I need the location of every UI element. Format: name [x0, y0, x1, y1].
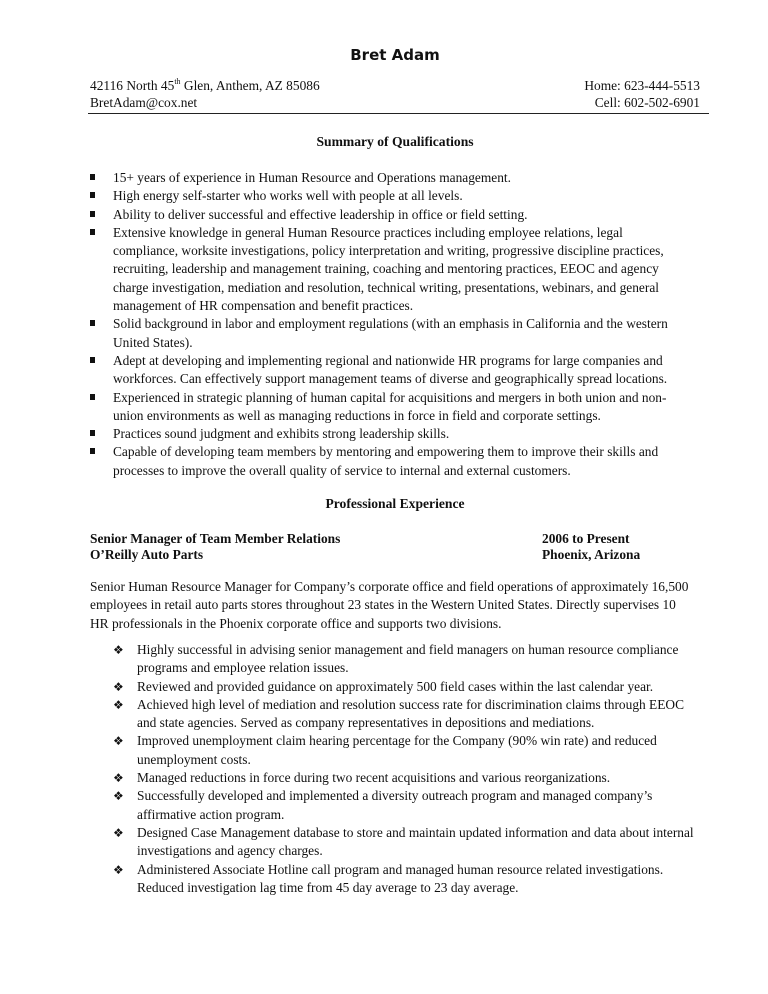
diamond-bullet-icon: ❖ [113, 734, 124, 749]
square-bullet-icon [90, 320, 95, 326]
summary-item-text: Ability to deliver successful and effective leadership in office or field setting. [113, 206, 528, 222]
square-bullet-icon [90, 394, 95, 400]
achievement-text: Reviewed and provided guidance on approximately 500 field cases within the last calendar year. [137, 678, 654, 694]
square-bullet-icon [90, 448, 95, 454]
summary-item-text: 15+ years of experience in Human Resource and Operations management. [113, 170, 511, 185]
achievement-item [113, 641, 703, 678]
contact-row-email [90, 94, 700, 112]
summary-list [90, 169, 690, 480]
cell-phone: Cell: 602-502-6901 [594, 95, 700, 110]
achievement-item [113, 824, 703, 861]
summary-item-text: High energy self-starter who works well with people at all levels. [113, 188, 463, 204]
square-bullet-icon [90, 192, 95, 198]
summary-item [90, 224, 690, 315]
summary-item-text: Capable of developing team members by mentoring and empowering them to improve their skills and processes to improve the overall quality of service to internal and external customers. [113, 444, 659, 478]
summary-item [90, 425, 690, 443]
experience-title: Professional Experience [325, 496, 465, 511]
summary-item [90, 187, 690, 205]
home-phone: Home: 623-444-5513 [584, 78, 700, 93]
diamond-bullet-icon: ❖ [113, 789, 124, 804]
diamond-bullet-icon: ❖ [113, 679, 124, 694]
job-location: Phoenix, Arizona [542, 547, 641, 562]
diamond-bullet-icon: ❖ [113, 771, 124, 786]
address: 42116 North 45th Glen, Anthem, AZ 85086 [90, 76, 320, 93]
square-bullet-icon [90, 430, 95, 436]
job-dates: 2006 to Present [542, 531, 630, 546]
achievement-text: Highly successful in advising senior management and field managers on human resource compliance programs and employee relation issues. [137, 642, 679, 676]
summary-item-text: Adept at developing and implementing regional and nationwide HR programs for large companies and workforces. Can effectively support management teams of diverse and geographically spread locations. [113, 352, 668, 387]
summary-item [90, 169, 690, 187]
achievement-item [113, 696, 703, 733]
achievement-item [113, 769, 703, 787]
achievement-text: Administered Associate Hotline call program and managed human resource related investigations. Reduced investigation lag time from 45 day average to 23 day average. [137, 861, 664, 895]
square-bullet-icon [90, 229, 95, 235]
achievement-item [113, 678, 703, 696]
summary-item [90, 443, 690, 480]
diamond-bullet-icon: ❖ [113, 825, 124, 840]
square-bullet-icon [90, 211, 95, 217]
achievement-text: Designed Case Management database to store and maintain updated information and data about internal investigations and agency charges. [137, 824, 694, 859]
company-name: O’Reilly Auto Parts [90, 547, 204, 562]
achievement-list [113, 641, 703, 897]
summary-title: Summary of Qualifications [316, 134, 474, 149]
summary-item [90, 315, 690, 352]
achievement-item [113, 787, 703, 824]
achievement-item [113, 732, 703, 769]
diamond-bullet-icon: ❖ [113, 862, 124, 877]
diamond-bullet-icon: ❖ [113, 697, 124, 712]
achievement-text: Successfully developed and implemented a diversity outreach program and managed company’s affirmative action program. [137, 788, 653, 822]
diamond-bullet-icon: ❖ [113, 643, 124, 657]
header-divider [88, 113, 709, 114]
summary-item [90, 206, 690, 224]
square-bullet-icon [90, 174, 95, 180]
achievement-text: Improved unemployment claim hearing percentage for the Company (90% win rate) and reduced unemployment costs. [137, 733, 657, 767]
summary-item [90, 389, 690, 426]
company-row [90, 546, 650, 564]
candidate-name: Bret Adam [350, 46, 440, 64]
summary-item-text: Solid background in labor and employment regulations (with an emphasis in California and the western United States). [113, 316, 668, 350]
email: BretAdam@cox.net [90, 95, 198, 110]
achievement-item [113, 861, 703, 898]
job-description: Senior Human Resource Manager for Company’s corporate office and field operations of approximately 16,500 employees in retail auto parts stores throughout 23 states in the Western United States. Directly supervises 10 HR professionals in the Phoenix corporate office and supports two divisions. [90, 579, 689, 631]
achievement-text: Achieved high level of mediation and resolution success rate for discrimination claims through EEOC and state agencies. Served as company representatives in depositions and mediations. [137, 696, 685, 731]
contact-row-address [90, 77, 700, 95]
summary-item [90, 352, 690, 389]
summary-item-text: Practices sound judgment and exhibits strong leadership skills. [113, 426, 450, 442]
square-bullet-icon [90, 357, 95, 363]
achievement-text: Managed reductions in force during two recent acquisitions and various reorganizations. [137, 770, 611, 786]
job-title: Senior Manager of Team Member Relations [90, 531, 341, 546]
summary-item-text: Experienced in strategic planning of human capital for acquisitions and mergers in both union and non-union environments as well as managing reductions in force in field and corporate settings. [113, 389, 667, 423]
summary-item-text: Extensive knowledge in general Human Resource practices including employee relations, legal compliance, worksite investigations, policy interpretation and writing, progressive discipline practices, recruiting, leadership and management training, coaching and mentoring practices, EEOC and agency charge investigation, mediation and resolution, technical writing, presentations, webinars, and general management of HR compensation and benefit practices. [113, 224, 664, 314]
